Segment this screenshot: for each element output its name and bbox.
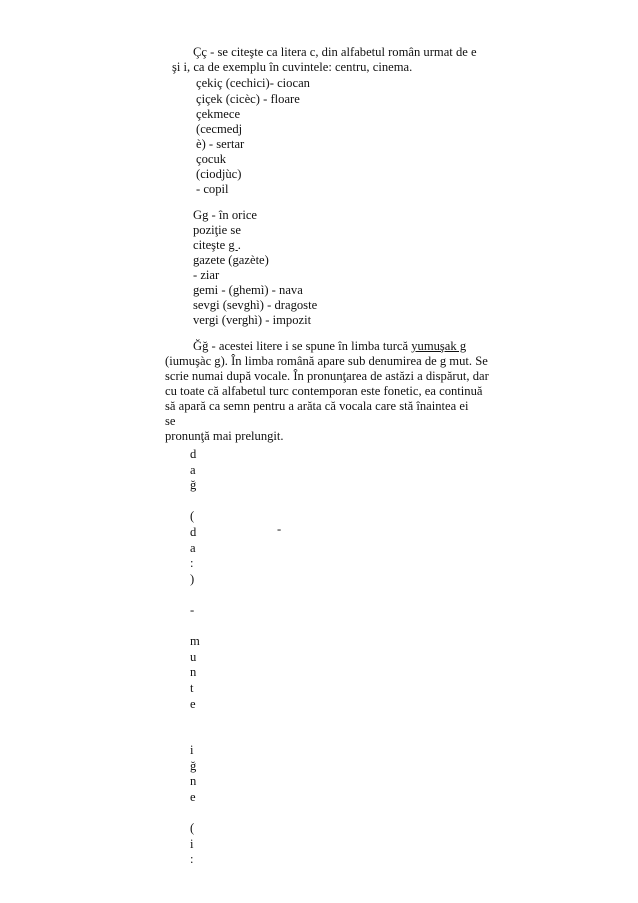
vertical-char: n	[190, 665, 197, 680]
gbreve-line-3: scrie numai după vocale. În pronunţarea de astăzi a dispărut, dar	[165, 369, 489, 383]
vertical-char: a	[190, 462, 196, 477]
gbreve-line-1-pre: Ğğ - acestei litere i se spune în limba turcă	[193, 339, 412, 353]
vertical-char: :	[190, 556, 194, 571]
vertical-char: m	[190, 634, 200, 649]
gbreve-line-1-underlined: yumuşak g	[411, 339, 467, 353]
vertical-char	[190, 728, 210, 744]
c-example-2: çiçek (cicèc) - floare	[196, 92, 300, 106]
vertical-char: t	[190, 680, 194, 695]
vertical-char	[190, 619, 210, 635]
g-intro-line-3-pre: citeşte	[193, 238, 229, 252]
vertical-char: -	[190, 602, 195, 617]
c-example-3: çekmece	[196, 107, 241, 121]
vertical-char	[190, 712, 210, 728]
g-intro-line-3	[193, 238, 241, 253]
vertical-char: )	[190, 571, 195, 586]
stray-dash: -	[277, 522, 282, 536]
vertical-char: e	[190, 790, 196, 805]
vertical-char: e	[190, 696, 196, 711]
gbreve-line-6: se	[165, 414, 176, 428]
c-example-8: - copil	[196, 182, 229, 196]
gbreve-line-5: să apară ca semn pentru a arăta că vocala care stă înaintea ei	[165, 399, 469, 413]
vertical-char: a	[190, 540, 196, 555]
g-example-2: - ziar	[193, 268, 220, 282]
c-example-4: (cecmedj	[196, 122, 243, 136]
gbreve-line-4: cu toate că alfabetul turc contemporan este fonetic, ea continuă	[165, 384, 483, 398]
g-intro-line-1: Gg - în orice	[193, 208, 257, 222]
c-example-6: çocuk	[196, 152, 227, 166]
c-paragraph-line-1: Çç - se citeşte ca litera c, din alfabetul român urmat de e	[193, 45, 477, 59]
c-paragraph-line-2: şi i, ca de exemplu în cuvintele: centru, cinema.	[172, 60, 413, 74]
g-example-5: vergi (verghì) - impozit	[193, 313, 312, 327]
vertical-char: i	[190, 836, 194, 851]
g-intro-line-3-underlined: g	[228, 238, 238, 252]
vertical-char: d	[190, 524, 197, 539]
vertical-char: i	[190, 743, 194, 758]
vertical-char: u	[190, 649, 197, 664]
vertical-char	[190, 806, 210, 822]
c-example-1: çekiç (cechici)- ciocan	[196, 76, 310, 90]
gbreve-line-2: (iumuşàc g). În limba română apare sub denumirea de g mut. Se	[165, 354, 488, 368]
gbreve-line-7: pronunţă mai prelungit.	[165, 429, 284, 443]
vertical-char: d	[190, 447, 197, 461]
g-example-4: sevgi (sevghì) - dragoste	[193, 298, 318, 312]
gbreve-line-1	[193, 339, 466, 354]
c-example-5: è) - sertar	[196, 137, 245, 151]
vertical-char: n	[190, 774, 197, 789]
g-example-3: gemi - (ghemì) - nava	[193, 283, 303, 297]
c-example-7: (ciodjùc)	[196, 167, 242, 181]
g-example-1: gazete (gazète)	[193, 253, 269, 267]
vertical-character-column	[190, 447, 210, 868]
g-intro-line-2: poziţie se	[193, 223, 241, 237]
vertical-char: ğ	[190, 758, 197, 773]
vertical-char: ğ	[190, 478, 197, 493]
vertical-char	[190, 494, 210, 510]
vertical-char: (	[190, 821, 195, 836]
g-intro-line-3-post: .	[237, 238, 241, 252]
vertical-char	[190, 587, 210, 603]
vertical-char: (	[190, 509, 195, 524]
vertical-char: :	[190, 852, 194, 867]
